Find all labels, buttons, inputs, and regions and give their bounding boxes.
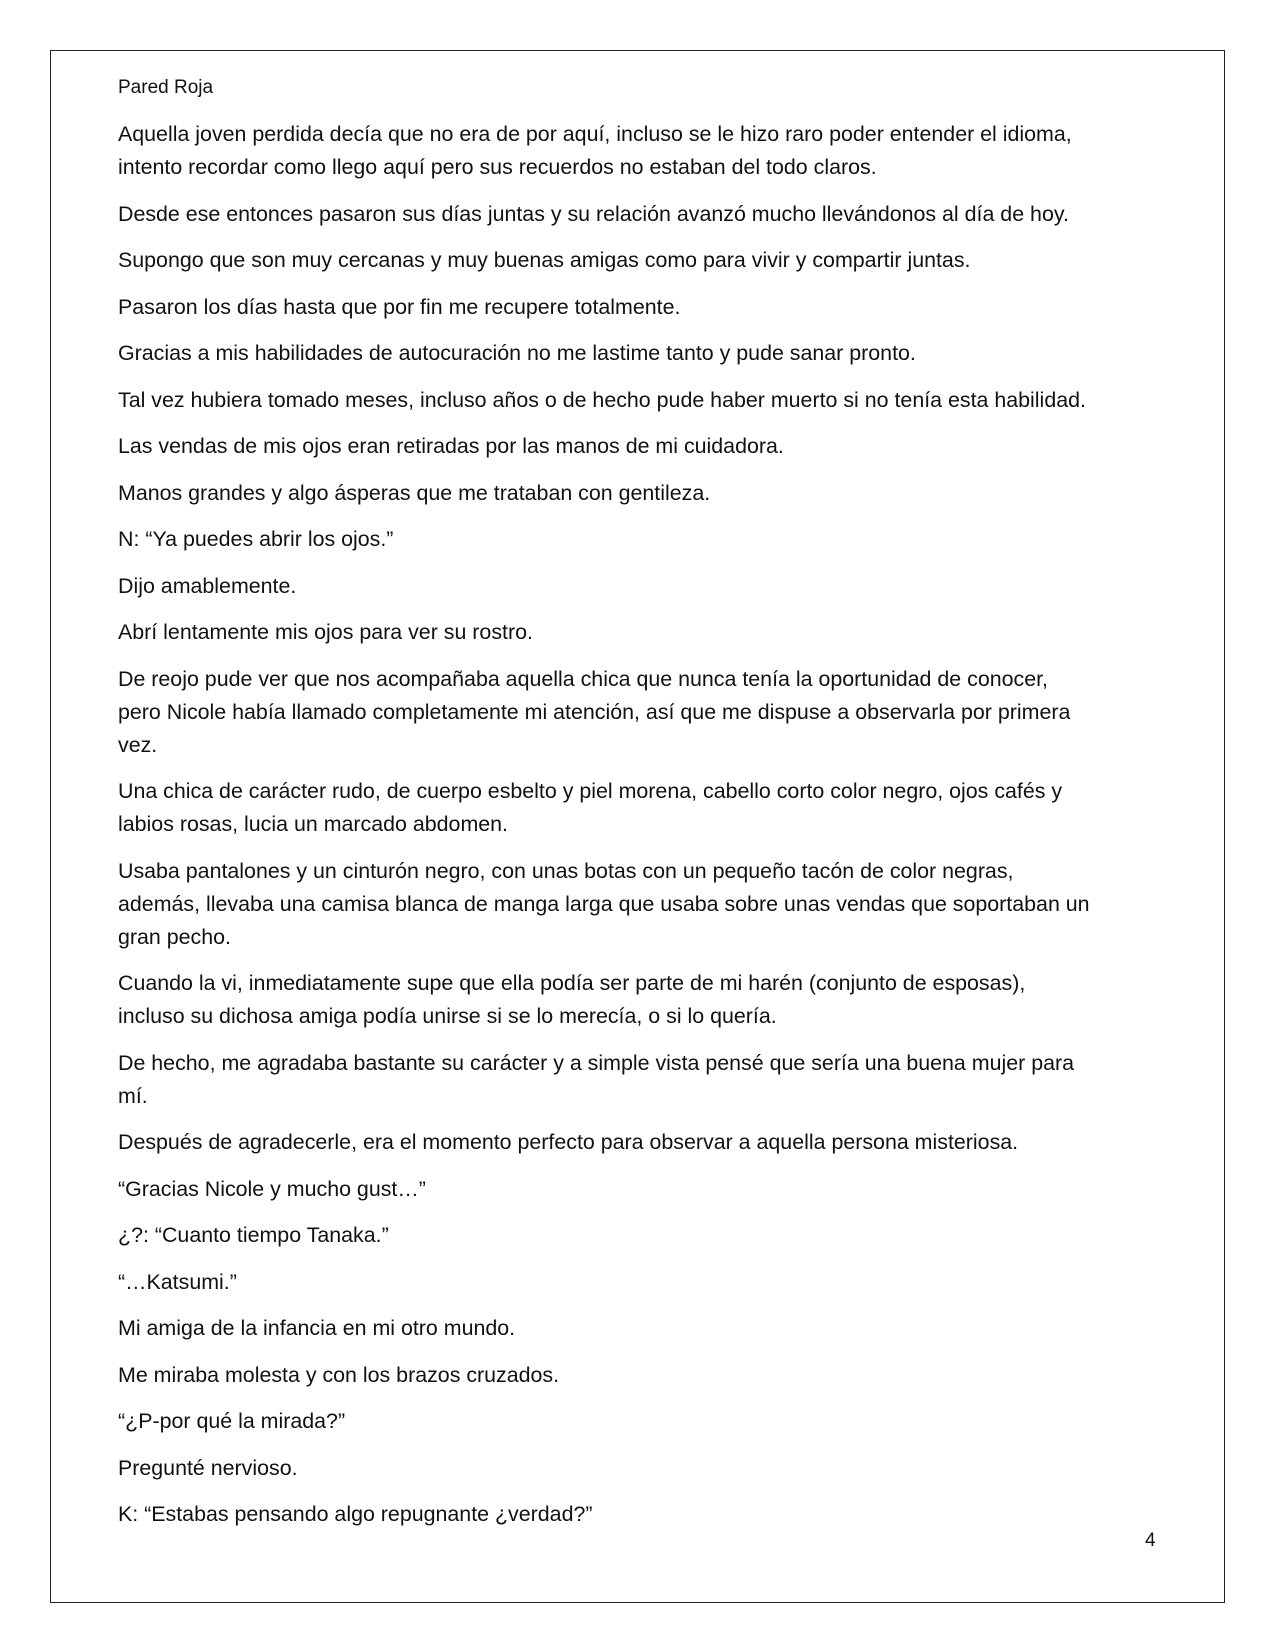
paragraph [118,616,1158,649]
paragraph-line: Dijo amablemente. [118,573,297,598]
paragraph-line: Supongo que son muy cercanas y muy buenas amigas como para vivir y compartir juntas. [118,248,971,272]
paragraph-line: Cuando la vi, inmediatamente supe que ella podía ser parte de mi harén (conjunto de esposas), [118,971,1026,995]
paragraph-line: “…Katsumi.” [118,1269,237,1294]
paragraph [118,1047,1158,1113]
paragraph-line: K: “Estabas pensando algo repugnante ¿verdad?” [118,1502,593,1526]
paragraph [118,1498,1158,1531]
paragraph-line: Manos grandes y algo ásperas que me trataban con gentileza. [118,480,711,505]
paragraph [118,570,1158,603]
paragraph [118,523,1158,556]
paragraph-line: gran pecho. [118,924,231,949]
paragraph-line: Tal vez hubiera tomado meses, incluso años o de hecho pude haber muerto si no tenía esta habilidad. [118,387,1086,412]
paragraph-line: Mi amiga de la infancia en mi otro mundo. [118,1316,516,1340]
paragraph-line: Pasaron los días hasta que por fin me recupere totalmente. [118,294,681,319]
paragraph-line: “Gracias Nicole y mucho gust…” [118,1176,426,1201]
paragraph-line: vez. [118,732,158,757]
paragraph-line: Aquella joven perdida decía que no era de por aquí, incluso se le hizo raro poder entender el idioma, [118,122,1072,146]
paragraph [118,477,1158,510]
paragraph [118,1359,1158,1392]
paragraph-line: Gracias a mis habilidades de autocuración no me lastime tanto y pude sanar pronto. [118,341,916,365]
paragraph-line: labios rosas, lucia un marcado abdomen. [118,812,509,836]
paragraph-line: Después de agradecerle, era el momento perfecto para observar a aquella persona misteriosa. [118,1130,1019,1154]
paragraph-line: Una chica de carácter rudo, de cuerpo esbelto y piel morena, cabello corto color negro, ojos cafés y [118,779,1063,803]
paragraph-line: Usaba pantalones y un cinturón negro, con unas botas con un pequeño tacón de color negras, [118,858,1014,883]
paragraph [118,1452,1158,1485]
paragraph [118,967,1158,1033]
paragraph [118,291,1158,324]
paragraph [118,244,1158,277]
paragraph [118,198,1158,231]
paragraph [118,384,1158,417]
paragraph-line: además, llevaba una camisa blanca de manga larga que usaba sobre unas vendas que soportaban un [118,891,1090,916]
paragraph-line: pero Nicole había llamado completamente mi atención, así que me dispuse a observarla por primera [118,699,1071,724]
paragraph [118,1219,1158,1252]
paragraph-line: N: “Ya puedes abrir los ojos.” [118,527,394,551]
paragraph-line: Las vendas de mis ojos eran retiradas por las manos de mi cuidadora. [118,434,784,458]
paragraph-line: “¿P-por qué la mirada?” [118,1409,346,1433]
paragraph-line: Pregunté nervioso. [118,1455,298,1480]
paragraph [118,1126,1158,1159]
paragraph [118,1266,1158,1299]
paragraph [118,118,1158,184]
page-header-title: Pared Roja [118,77,214,98]
paragraph-line: Me miraba molesta y con los brazos cruzados. [118,1362,560,1387]
page-number: 4 [1145,1530,1156,1551]
paragraph [118,775,1158,841]
paragraph [118,1405,1158,1438]
paragraph [118,1173,1158,1206]
paragraph [118,337,1158,370]
paragraph-line: De hecho, me agradaba bastante su carácter y a simple vista pensé que sería una buena mujer para [118,1050,1075,1075]
paragraph-line: incluso su dichosa amiga podía unirse si se lo merecía, o si lo quería. [118,1004,777,1028]
paragraph [118,663,1158,762]
paragraph [118,430,1158,463]
paragraph-line: Desde ese entonces pasaron sus días juntas y su relación avanzó mucho llevándonos al día de hoy. [118,201,1069,226]
paragraph-line: Abrí lentamente mis ojos para ver su rostro. [118,620,533,644]
paragraph-line: De reojo pude ver que nos acompañaba aquella chica que nunca tenía la oportunidad de conocer, [118,666,1048,691]
paragraph [118,855,1158,954]
paragraph [118,1312,1158,1345]
paragraph-line: mí. [118,1083,148,1108]
document-body [118,118,1158,1545]
paragraph-line: intento recordar como llego aquí pero sus recuerdos no estaban del todo claros. [118,155,877,179]
paragraph-line: ¿?: “Cuanto tiempo Tanaka.” [118,1223,389,1247]
